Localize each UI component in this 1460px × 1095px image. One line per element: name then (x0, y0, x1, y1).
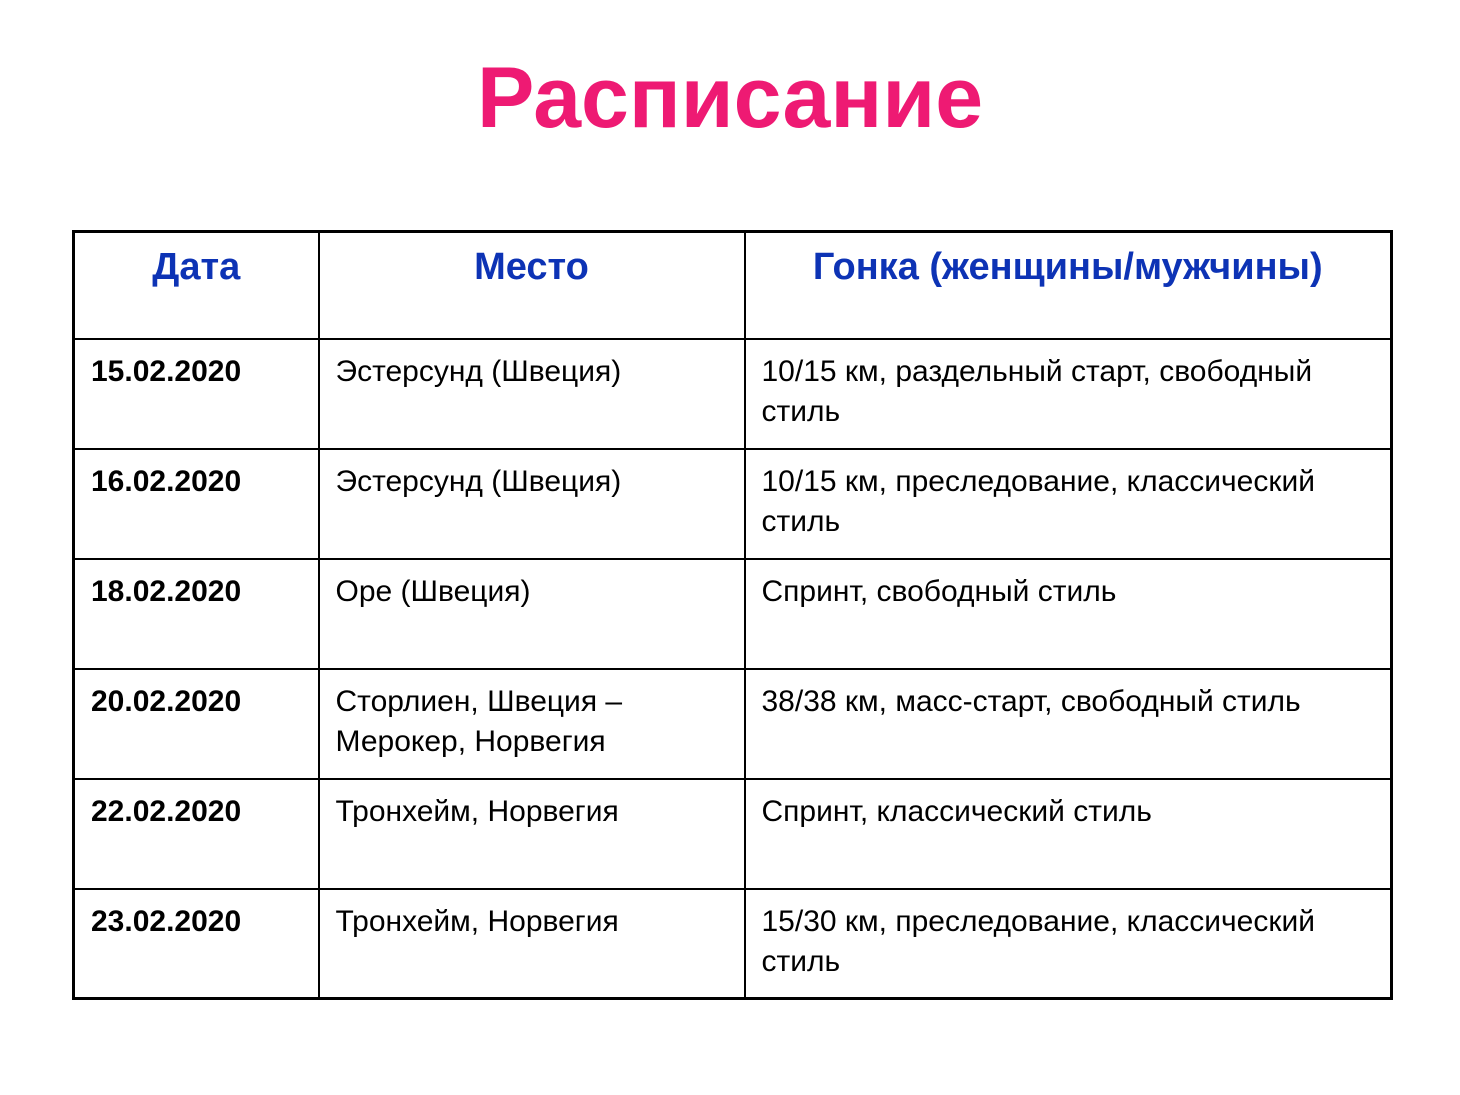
cell-date: 20.02.2020 (74, 669, 319, 779)
table-row (74, 779, 1392, 889)
cell-place: Сторлиен, Швеция – Мерокер, Норвегия (319, 669, 745, 779)
cell-race: 38/38 км, масс-старт, свободный стиль (745, 669, 1392, 779)
cell-date: 15.02.2020 (74, 339, 319, 449)
cell-place: Эстерсунд (Швеция) (319, 449, 745, 559)
table-row (74, 339, 1392, 449)
cell-race: Спринт, классический стиль (745, 779, 1392, 889)
column-header-place: Место (319, 232, 745, 339)
cell-place: Эстерсунд (Швеция) (319, 339, 745, 449)
cell-date: 22.02.2020 (74, 779, 319, 889)
cell-race: 15/30 км, преследование, классический стиль (745, 889, 1392, 999)
table-row (74, 889, 1392, 999)
column-header-race: Гонка (женщины/мужчины) (745, 232, 1392, 339)
cell-place: Тронхейм, Норвегия (319, 779, 745, 889)
table-row (74, 449, 1392, 559)
cell-place: Оре (Швеция) (319, 559, 745, 669)
page-title: Расписание (476, 50, 984, 146)
table-row (74, 559, 1392, 669)
cell-race: 10/15 км, преследование, классический стиль (745, 449, 1392, 559)
cell-place: Тронхейм, Норвегия (319, 889, 745, 999)
cell-date: 16.02.2020 (74, 449, 319, 559)
cell-date: 23.02.2020 (74, 889, 319, 999)
cell-race: 10/15 км, раздельный старт, свободный стиль (745, 339, 1392, 449)
table-header-row (74, 232, 1392, 339)
schedule-table (72, 230, 1393, 1000)
cell-race: Спринт, свободный стиль (745, 559, 1392, 669)
column-header-date: Дата (74, 232, 319, 339)
table-row (74, 669, 1392, 779)
cell-date: 18.02.2020 (74, 559, 319, 669)
